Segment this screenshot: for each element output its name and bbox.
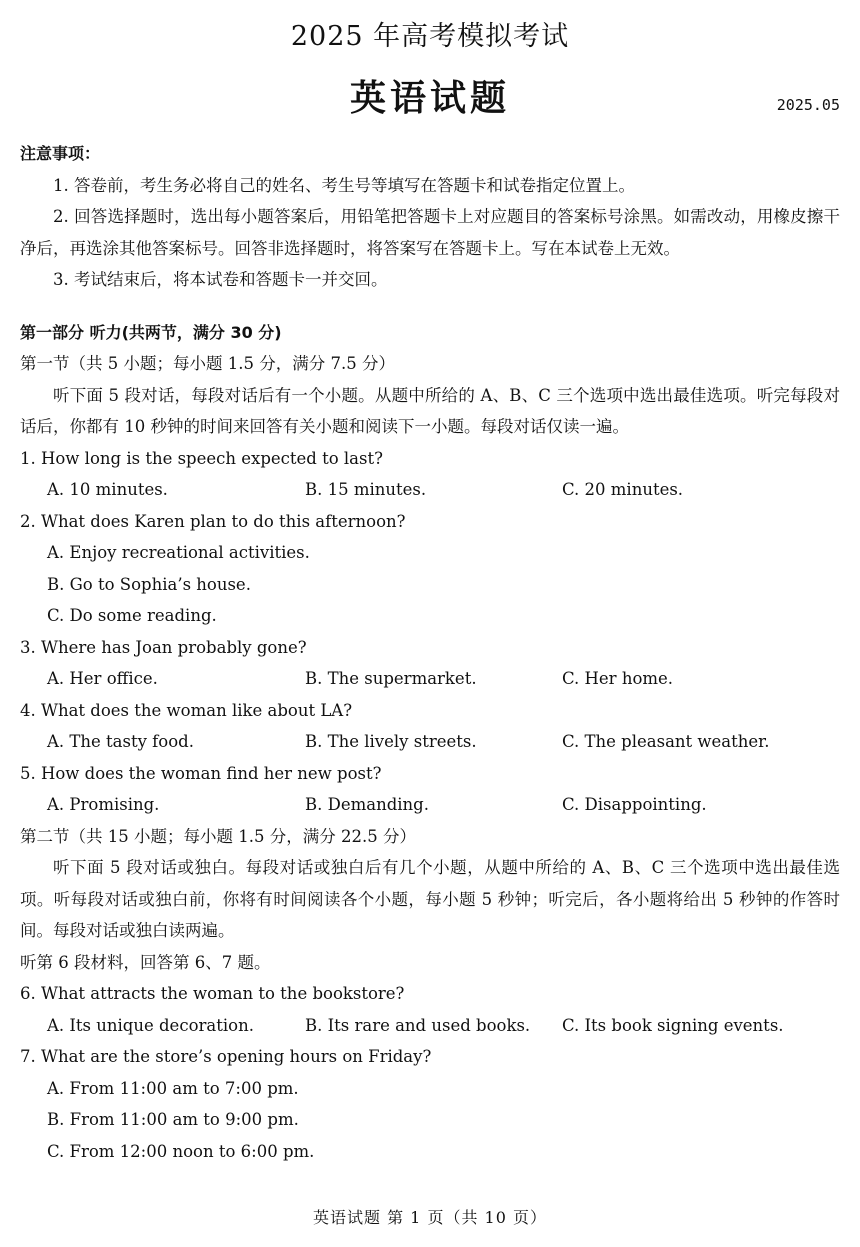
question-4: 4. What does the woman like about LA? bbox=[20, 700, 353, 720]
option-a: A. Her office. bbox=[47, 669, 158, 688]
section2-heading: 第二节（共 15 小题；每小题 1.5 分，满分 22.5 分） bbox=[20, 826, 416, 846]
question-1-options bbox=[20, 474, 840, 506]
question-5-options bbox=[20, 789, 840, 821]
section1-heading: 第一节（共 5 小题；每小题 1.5 分，满分 7.5 分） bbox=[20, 354, 395, 373]
option-b: B. Go to Sophia’s house. bbox=[47, 574, 251, 594]
exam-title: 英语试题 bbox=[349, 78, 510, 119]
option-c: C. Disappointing. bbox=[562, 795, 707, 814]
exam-date: 2025.05 bbox=[776, 96, 840, 114]
question-7: 7. What are the store’s opening hours on Friday? bbox=[20, 1047, 432, 1066]
part1-heading: 第一部分 听力(共两节，满分 30 分) bbox=[20, 322, 282, 342]
option-a: A. From 11:00 am to 7:00 pm. bbox=[47, 1078, 299, 1098]
option-b: B. From 11:00 am to 9:00 pm. bbox=[47, 1110, 299, 1129]
notice-item-3: 3. 考试结束后，将本试卷和答题卡一并交回。 bbox=[53, 270, 388, 289]
option-c: C. The pleasant weather. bbox=[562, 732, 770, 751]
page-footer: 英语试题 第 1 页（共 10 页） bbox=[313, 1208, 547, 1227]
material-intro: 听第 6 段材料，回答第 6、7 题。 bbox=[20, 952, 271, 972]
option-c: C. 20 minutes. bbox=[562, 480, 684, 499]
question-6-options bbox=[20, 1010, 840, 1042]
question-4-options bbox=[20, 726, 840, 758]
notice-item-2: 2. 回答选择题时，选出每小题答案后，用铅笔把答题卡上对应题目的答案标号涂黑。如需改动，用橡皮擦干净后，再选涂其他答案标号。回答非选择题时，将答案写在答题卡上。写在本试卷上无效。 bbox=[20, 207, 840, 258]
option-a: A. Its unique decoration. bbox=[47, 1015, 254, 1035]
option-c: C. Its book signing events. bbox=[562, 1015, 784, 1035]
option-b: B. The supermarket. bbox=[305, 669, 477, 688]
option-b: B. The lively streets. bbox=[305, 732, 477, 751]
option-a: A. Promising. bbox=[47, 795, 160, 814]
question-3: 3. Where has Joan probably gone? bbox=[20, 637, 307, 657]
question-5: 5. How does the woman find her new post? bbox=[20, 763, 382, 783]
option-c: C. From 12:00 noon to 6:00 pm. bbox=[47, 1141, 315, 1161]
notice-heading: 注意事项： bbox=[20, 144, 101, 163]
question-3-options bbox=[20, 663, 840, 695]
question-1: 1. How long is the speech expected to last? bbox=[20, 448, 383, 468]
option-a: A. 10 minutes. bbox=[47, 480, 168, 499]
option-b: B. 15 minutes. bbox=[305, 480, 427, 499]
option-b: B. Its rare and used books. bbox=[305, 1015, 531, 1035]
option-a: A. The tasty food. bbox=[47, 732, 194, 751]
option-a: A. Enjoy recreational activities. bbox=[47, 543, 310, 562]
section1-instructions: 听下面 5 段对话，每段对话后有一个小题。从题中所给的 A、B、C 三个选项中选出最佳选项。听完每段对话后，你都有 10 秒钟的时间来回答有关小题和阅读下一小题。每段对话仅读一遍。 bbox=[20, 385, 840, 436]
option-b: B. Demanding. bbox=[305, 795, 429, 814]
notice-item-1: 1. 答卷前，考生务必将自己的姓名、考生号等填写在答题卡和试卷指定位置上。 bbox=[53, 175, 635, 195]
question-6: 6. What attracts the woman to the bookstore? bbox=[20, 984, 405, 1003]
option-c: C. Do some reading. bbox=[47, 606, 217, 625]
option-c: C. Her home. bbox=[562, 669, 674, 688]
exam-content bbox=[20, 138, 840, 1167]
question-2: 2. What does Karen plan to do this afternoon? bbox=[20, 511, 406, 531]
exam-subtitle: 2025 年高考模拟考试 bbox=[290, 21, 570, 52]
section-gap bbox=[20, 296, 840, 317]
section2-instructions: 听下面 5 段对话或独白。每段对话或独白后有几个小题，从题中所给的 A、B、C 三个选项中选出最佳选项。听每段对话或独白前，你将有时间阅读各个小题，每小题 5 秒钟；听完后，各小题将给出 5 秒钟的作答时间。每段对话或独白读两遍。 bbox=[20, 858, 840, 940]
